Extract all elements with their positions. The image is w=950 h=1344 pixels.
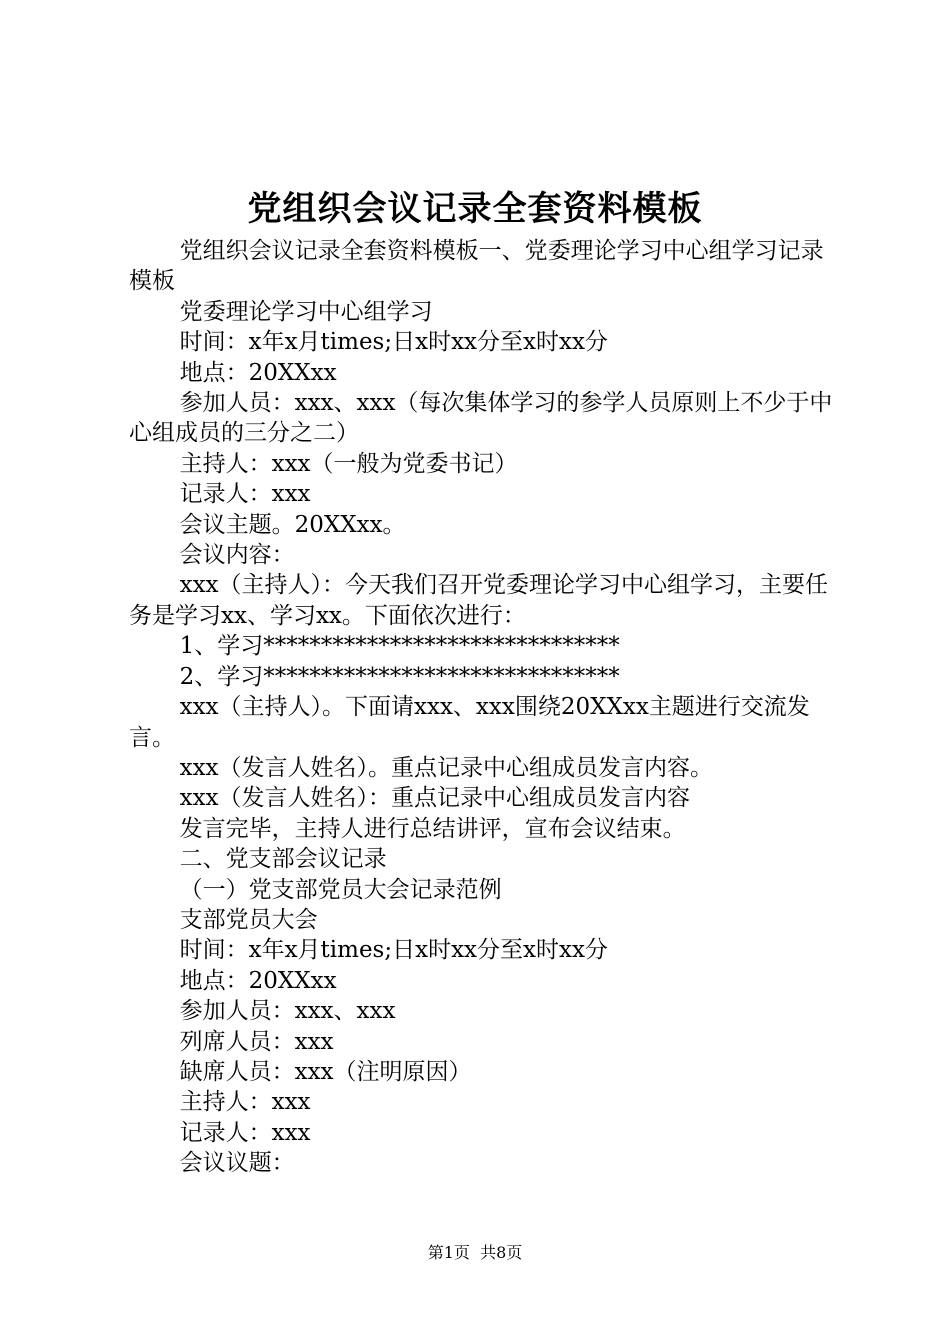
paragraph: 列席人员：xxx (179, 1028, 334, 1055)
paragraph: 会议内容： (179, 542, 295, 569)
paragraph: 缺席人员：xxx（注明原因） (179, 1058, 472, 1085)
paragraph: 党委理论学习中心组学习 (179, 298, 433, 325)
paragraph: 地点：20XXxx (179, 359, 337, 386)
paragraph: 记录人：xxx (179, 481, 311, 508)
paragraph: 时间：x年x月times;日x时xx分至x时xx分 (179, 329, 608, 356)
paragraph: 主持人：xxx（一般为党委书记） (179, 450, 518, 477)
document-title: 党组织会议记录全套资料模板 (247, 189, 703, 229)
page-total: 共8页 (480, 1243, 523, 1262)
paragraph: 记录人：xxx (179, 1119, 311, 1146)
paragraph: （一）党支部党员大会记录范例 (179, 876, 502, 903)
paragraph: 2、学习******************************* (179, 663, 620, 690)
footer-spacer (470, 1243, 480, 1262)
paragraph: xxx（主持人）。下面请xxx、xxx围绕20XXxx主题进行交流发言。 (129, 694, 810, 751)
page-footer (0, 1241, 950, 1265)
paragraph: 地点：20XXxx (179, 967, 337, 994)
paragraph: 时间：x年x月times;日x时xx分至x时xx分 (179, 937, 608, 964)
paragraph: 支部党员大会 (179, 906, 318, 933)
paragraph: 1、学习******************************* (179, 633, 620, 660)
paragraph: xxx（发言人姓名）。重点记录中心组成员发言内容。 (179, 754, 714, 781)
paragraph: 参加人员：xxx、xxx（每次集体学习的参学人员原则上不少于中心组成员的三分之二） (129, 390, 833, 447)
paragraph: 二、党支部会议记录 (179, 846, 387, 873)
paragraph: 发言完毕，主持人进行总结讲评，宣布会议结束。 (179, 815, 686, 842)
document-body (129, 236, 833, 1179)
paragraph: 会议主题。20XXxx。 (179, 511, 406, 538)
paragraph: 党组织会议记录全套资料模板一、党委理论学习中心组学习记录模板 (129, 238, 824, 295)
page-number: 第1页 (427, 1243, 470, 1262)
paragraph: 主持人：xxx (179, 1089, 311, 1116)
paragraph: xxx（发言人姓名）：重点记录中心组成员发言内容 (179, 785, 691, 812)
paragraph: 参加人员：xxx、xxx (179, 998, 396, 1025)
paragraph: 会议议题： (179, 1150, 295, 1177)
paragraph: xxx（主持人）：今天我们召开党委理论学习中心组学习，主要任务是学习xx、学习xx。下面依次进行： (129, 572, 829, 629)
